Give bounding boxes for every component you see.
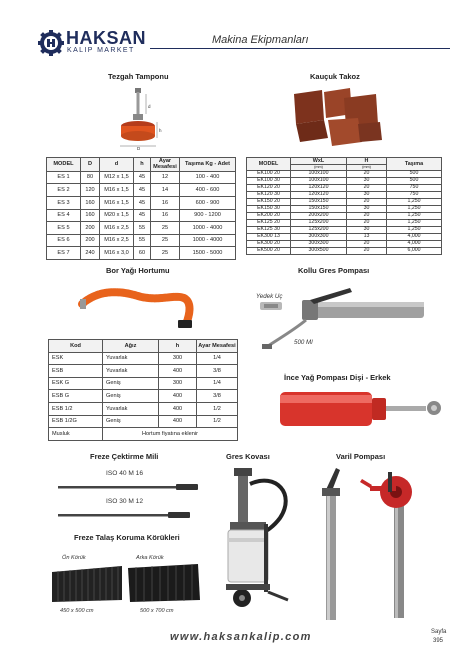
footer-website-link[interactable]: www.haksankalip.com <box>170 631 312 643</box>
cell: 160 <box>81 197 100 210</box>
cell: 12 <box>151 171 180 184</box>
cell: 20 <box>347 247 387 254</box>
col-tasima: Taşıma Kg - Adet <box>180 158 236 172</box>
freze-talas-koruma-title: Freze Talaş Koruma Körükleri <box>74 533 180 542</box>
cell: 900 - 1200 <box>180 209 236 222</box>
cell: 20 <box>347 240 387 247</box>
brand-name: HAKSAN <box>66 28 147 48</box>
cell: EK150 30 <box>247 205 291 212</box>
cell: 300x500 <box>291 247 347 254</box>
table-row <box>247 247 442 254</box>
table-row-musluk <box>49 428 238 441</box>
cell: 1,250 <box>387 219 442 226</box>
cell: 120x120 <box>291 192 347 199</box>
cell: 600 - 900 <box>180 197 236 210</box>
cell: M16 x 1,5 <box>100 184 134 197</box>
cell: EK100 30 <box>247 178 291 185</box>
cell: 1,250 <box>387 205 442 212</box>
freze-mili-1-image <box>58 483 198 491</box>
bor-yagi-hortumu-image <box>78 280 204 332</box>
cell: M16 x 2,5 <box>100 222 134 235</box>
cell: ESK G <box>49 377 103 390</box>
cell: 1,250 <box>387 226 442 233</box>
cell: Geniş <box>103 415 159 428</box>
cell: 13 <box>347 233 387 240</box>
table-row <box>49 390 238 403</box>
cell: 120 <box>81 184 100 197</box>
ince-yag-pompasi-title: İnce Yağ Pompası Dişi - Erkek <box>284 373 391 382</box>
cell: EK100 20 <box>247 171 291 178</box>
table-row <box>47 247 236 260</box>
cell: Yuvarlak <box>103 402 159 415</box>
cell: 300 <box>159 377 197 390</box>
cell: ESB 1/2 <box>49 402 103 415</box>
yedek-uc-label: Yedek Uç <box>256 293 283 300</box>
cell: 150x150 <box>291 198 347 205</box>
header-divider <box>150 48 450 49</box>
dim-label-D: D <box>137 146 141 151</box>
cell: EK125 20 <box>247 219 291 226</box>
table-row <box>47 234 236 247</box>
kaucuk-takoz-image <box>288 84 384 148</box>
cell: 20 <box>347 219 387 226</box>
table-row <box>47 209 236 222</box>
table-row <box>49 377 238 390</box>
col-d: d <box>100 158 134 172</box>
kollu-gres-pompasi-image <box>254 282 440 352</box>
cell: EK120 30 <box>247 192 291 199</box>
cell: 20 <box>347 185 387 192</box>
cell: M12 x 1,5 <box>100 171 134 184</box>
col-wxl-unit: (mm) <box>291 165 347 171</box>
cell: ESK <box>49 352 103 365</box>
page-number: 395 <box>433 638 444 644</box>
cell: 45 <box>134 209 151 222</box>
cell: 300x300 <box>291 233 347 240</box>
table-row <box>47 197 236 210</box>
col-wxl: WxL <box>291 158 347 165</box>
cell: 300x300 <box>291 240 347 247</box>
col-agiz: Ağız <box>103 340 159 353</box>
cell: Hortum fiyatına eklenir <box>103 428 238 441</box>
dim-label-d: d <box>148 104 151 109</box>
cell: M16 x 3,0 <box>100 247 134 260</box>
cell: EK300 13 <box>247 233 291 240</box>
col-model: MODEL <box>247 158 291 171</box>
ince-yag-pompasi-image <box>276 386 448 432</box>
on-koruk-label: Ön Körük <box>62 555 86 561</box>
cell: 30 <box>347 178 387 185</box>
cell: Musluk <box>49 428 103 441</box>
cell: 400 <box>159 402 197 415</box>
cell: 1500 - 5000 <box>180 247 236 260</box>
cell: ES 6 <box>47 234 81 247</box>
cell: 1/2 <box>197 415 238 428</box>
cell: 20 <box>347 212 387 219</box>
tezgah-tamponu-image <box>110 86 168 152</box>
cell: ES 1 <box>47 171 81 184</box>
cell: 500 <box>387 178 442 185</box>
cell: ESB <box>49 365 103 378</box>
table-row <box>47 171 236 184</box>
col-model: MODEL <box>47 158 81 172</box>
table-row <box>49 352 238 365</box>
col-h-unit: (mm) <box>347 165 387 171</box>
cell: 25 <box>151 234 180 247</box>
bor-yagi-hortumu-table <box>48 339 238 441</box>
cell: M16 x 1,5 <box>100 197 134 210</box>
page-title: Makina Ekipmanları <box>212 34 309 46</box>
cell: 200 <box>81 222 100 235</box>
freze-mili-item-2: ISO 30 M 12 <box>106 498 144 505</box>
col-h: H <box>347 158 387 165</box>
cell: ES 7 <box>47 247 81 260</box>
cell: 25 <box>151 222 180 235</box>
cell: 400 <box>159 390 197 403</box>
cell: 120x120 <box>291 185 347 192</box>
cell: ESB G <box>49 390 103 403</box>
cell: EK500 20 <box>247 247 291 254</box>
cell: 125x200 <box>291 226 347 233</box>
cell: 80 <box>81 171 100 184</box>
cell: ESB 1/2G <box>49 415 103 428</box>
cell: 400 - 600 <box>180 184 236 197</box>
tezgah-tamponu-title: Tezgah Tamponu <box>108 72 169 81</box>
cell: EK125 30 <box>247 226 291 233</box>
page-label: Sayfa <box>431 629 447 635</box>
kollu-gres-pompasi-title: Kollu Gres Pompası <box>298 266 370 275</box>
cell: 45 <box>134 184 151 197</box>
cell: ES 2 <box>47 184 81 197</box>
cell: 20 <box>347 198 387 205</box>
cell: Geniş <box>103 390 159 403</box>
cell: 55 <box>134 222 151 235</box>
cell: 30 <box>347 226 387 233</box>
freze-cektirme-mili-title: Freze Çektirme Mili <box>90 452 159 461</box>
cell: 200x200 <box>291 212 347 219</box>
cell: 16 <box>151 209 180 222</box>
brand-subtitle: KALIP MARKET <box>67 47 135 54</box>
cell: 1/2 <box>197 402 238 415</box>
cell: 60 <box>134 247 151 260</box>
cell: 16 <box>151 197 180 210</box>
cell: EK300 20 <box>247 240 291 247</box>
table-header-row <box>49 340 238 353</box>
cell: 30 <box>347 192 387 199</box>
haksan-logo-gear-icon <box>38 30 64 56</box>
cell: 750 <box>387 192 442 199</box>
tezgah-tamponu-table <box>46 157 236 260</box>
cell: ES 4 <box>47 209 81 222</box>
cell: 25 <box>151 247 180 260</box>
cell: Yuvarlak <box>103 365 159 378</box>
cell: 30 <box>347 205 387 212</box>
cell: 300 <box>159 352 197 365</box>
col-h: h <box>134 158 151 172</box>
cell: 45 <box>134 171 151 184</box>
col-tasima: Taşıma <box>387 158 442 171</box>
arka-koruk-size: 500 x 700 cm <box>140 608 174 614</box>
cell: 400 <box>159 365 197 378</box>
cell: Geniş <box>103 377 159 390</box>
bor-yagi-hortumu-title: Bor Yağı Hortumu <box>106 266 170 275</box>
col-D: D <box>81 158 100 172</box>
cell: 14 <box>151 184 180 197</box>
cell: 100 - 400 <box>180 171 236 184</box>
cell: EK200 20 <box>247 212 291 219</box>
cell: 1000 - 4000 <box>180 222 236 235</box>
table-row <box>49 365 238 378</box>
col-kod: Kod <box>49 340 103 353</box>
cell: 240 <box>81 247 100 260</box>
varil-pompasi-title: Varil Pompası <box>336 452 386 461</box>
table-header-row <box>47 158 236 172</box>
cell: 1/4 <box>197 352 238 365</box>
freze-mili-item-1: ISO 40 M 16 <box>106 470 144 477</box>
cell: 3/8 <box>197 390 238 403</box>
table-row <box>47 184 236 197</box>
cell: M20 x 1,5 <box>100 209 134 222</box>
cell: ES 3 <box>47 197 81 210</box>
dim-label-h: h <box>159 128 162 133</box>
col-ayar: Ayar Mesafesi <box>197 340 238 353</box>
cell: 1,250 <box>387 198 442 205</box>
kaucuk-takoz-title: Kauçuk Takoz <box>310 72 360 81</box>
cell: 750 <box>387 185 442 192</box>
cell: 500 <box>387 171 442 178</box>
cell: 6,000 <box>387 247 442 254</box>
kaucuk-takoz-table <box>246 157 442 255</box>
cell: 45 <box>134 197 151 210</box>
cell: 400 <box>159 415 197 428</box>
cell: ES 5 <box>47 222 81 235</box>
cell: 100x100 <box>291 178 347 185</box>
cell: 125x200 <box>291 219 347 226</box>
gres-kovasi-image <box>216 464 308 614</box>
cell: 3/8 <box>197 365 238 378</box>
cell: 200 <box>81 234 100 247</box>
cell: 160 <box>81 209 100 222</box>
cell: 1/4 <box>197 377 238 390</box>
table-row <box>49 402 238 415</box>
volume-label: 500 Ml <box>294 339 313 346</box>
cell: 1,250 <box>387 212 442 219</box>
col-ayar: Ayar Mesafesi <box>151 158 180 172</box>
cell: Yuvarlak <box>103 352 159 365</box>
cell: M16 x 2,5 <box>100 234 134 247</box>
cell: 150x150 <box>291 205 347 212</box>
cell: 1000 - 4000 <box>180 234 236 247</box>
on-koruk-size: 450 x 500 cm <box>60 608 94 614</box>
table-row <box>47 222 236 235</box>
arka-koruk-label: Arka Körük <box>136 555 164 561</box>
cell: 55 <box>134 234 151 247</box>
freze-mili-2-image <box>58 511 190 519</box>
cell: 4,000 <box>387 233 442 240</box>
table-header-row <box>247 158 442 165</box>
gres-kovasi-title: Gres Kovası <box>226 452 270 461</box>
koruk-images <box>52 564 202 602</box>
cell: 100x100 <box>291 171 347 178</box>
cell: EK120 20 <box>247 185 291 192</box>
table-row <box>49 415 238 428</box>
cell: EK150 20 <box>247 198 291 205</box>
cell: 20 <box>347 171 387 178</box>
cell: 4,000 <box>387 240 442 247</box>
varil-pompasi-image <box>312 464 422 624</box>
col-h: h <box>159 340 197 353</box>
